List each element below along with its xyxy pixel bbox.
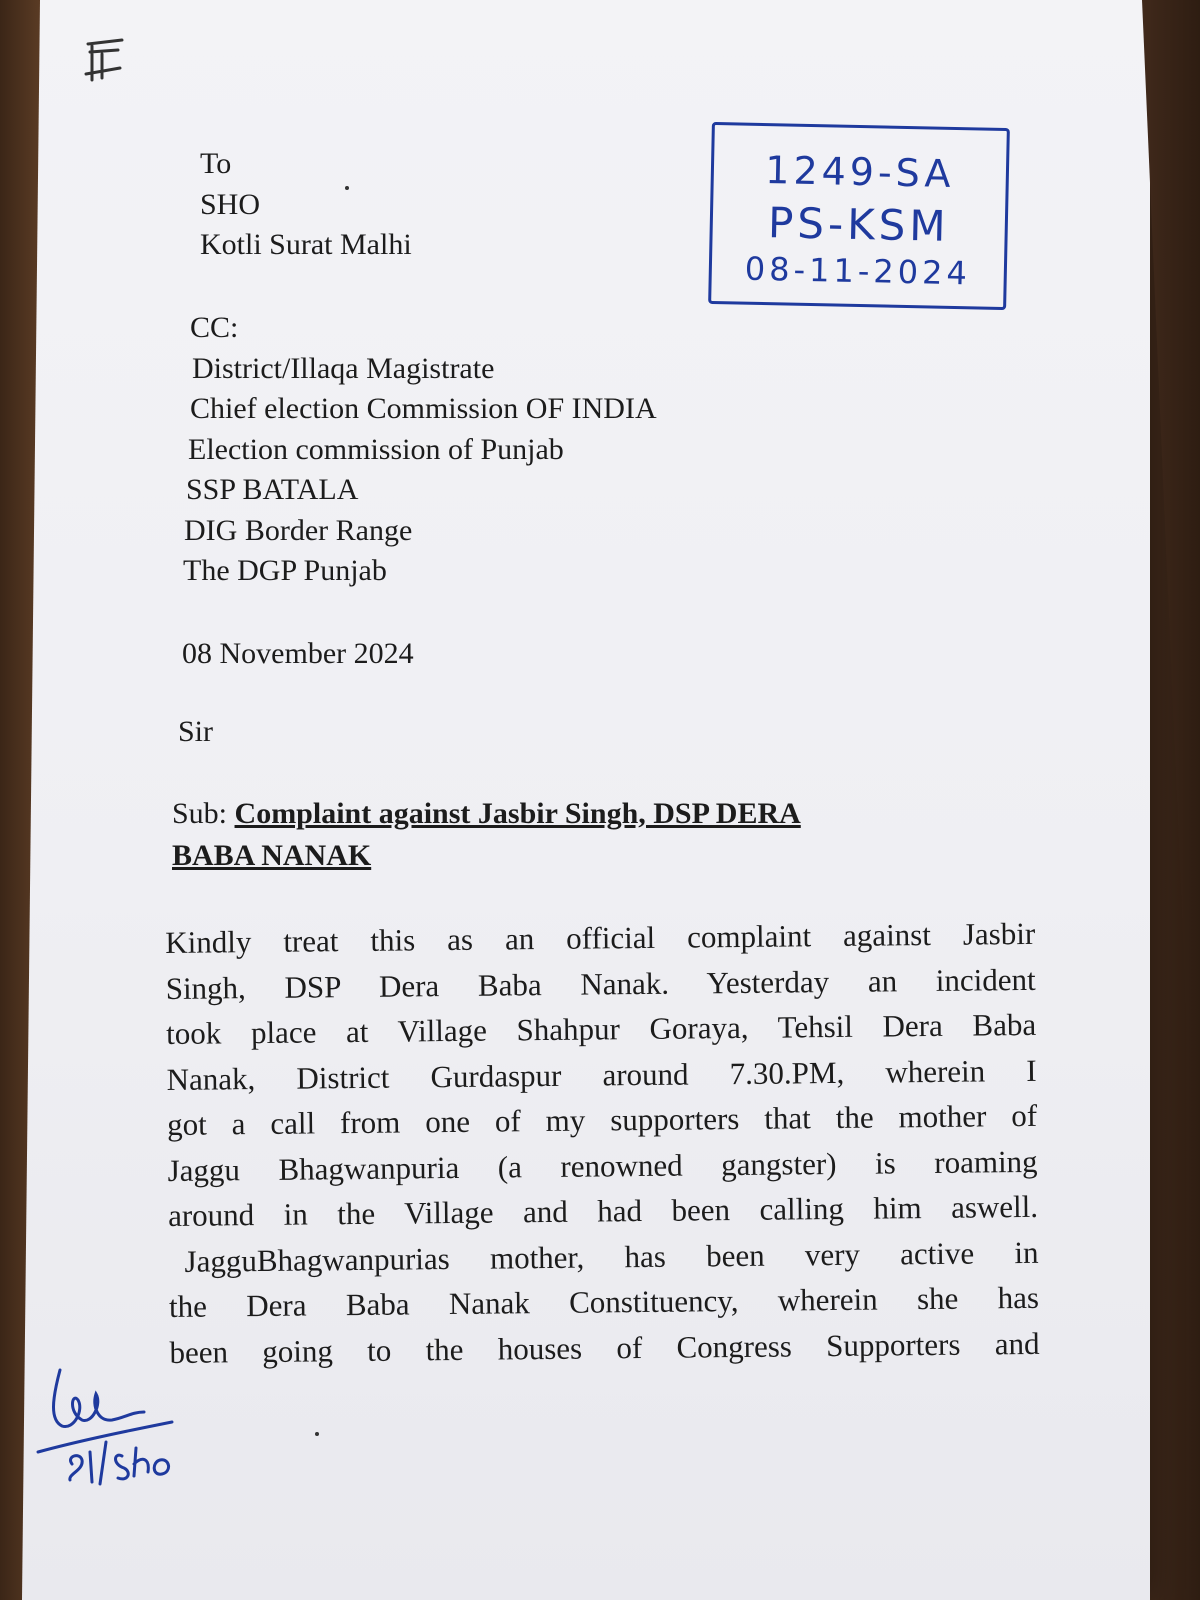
cc-line: The DGP Punjab [183,554,387,587]
subject-title-continued: BABA NANAK [172,839,372,872]
body-line: the Dera Baba Nanak Constituency, wherein she has [168,1279,1040,1324]
receipt-stamp [708,122,1010,310]
body-line: Jaggu Bhagwanpuria (a renowned gangster) is roaming [167,1143,1038,1188]
cc-line: Election commission of Punjab [188,432,564,466]
subject-block [172,793,801,877]
addressee-block [200,144,412,266]
body-line: got a call from one of my supporters that the mother of [166,1097,1038,1142]
body-line: took place at Village Shahpur Goraya, Tehsil Dera Baba [166,1006,1037,1051]
body-line: Kindly treat this as an official complaint against Jasbir [165,915,1036,960]
margin-tick-marks [78,22,118,72]
complaint-body [165,911,1040,1375]
cc-block [183,308,657,592]
cc-line: SSP BATALA [186,473,359,506]
cc-line: Chief election Commission OF INDIA [190,392,657,425]
stamp-police-station: PS-KSM [767,198,951,251]
addressee-line: Kotli Surat Malhi [200,228,412,261]
body-line: Nanak, District Gurdaspur around 7.30.PM, wherein I [166,1052,1037,1097]
stamp-date: 08-11-2024 [744,249,972,293]
body-line: Singh, DSP Dera Baba Nanak. Yesterday an incident [165,961,1036,1006]
ink-dot [315,1432,319,1436]
salutation: Sir [178,715,214,748]
subject-title: Complaint against Jasbir Singh, DSP DERA [234,797,801,830]
cc-line: DIG Border Range [184,513,413,547]
addressee-line: SHO [200,187,261,221]
cc-heading: CC: [190,311,239,344]
subject-label: Sub: [172,797,235,830]
letter-date: 08 November 2024 [182,637,414,670]
body-line: around in the Village and had been calling him aswell. [167,1188,1039,1233]
body-line: JagguBhagwanpurias mother, has been very active in [184,1234,1039,1279]
body-line: been going to the houses of Congress Supporters and [169,1325,1040,1370]
stamp-diary-number: 1249-SA [764,148,955,196]
ink-dot [345,186,349,190]
cc-line: District/Illaqa Magistrate [192,351,495,385]
addressee-line: To [200,147,232,180]
handwritten-signature [32,1360,222,1490]
